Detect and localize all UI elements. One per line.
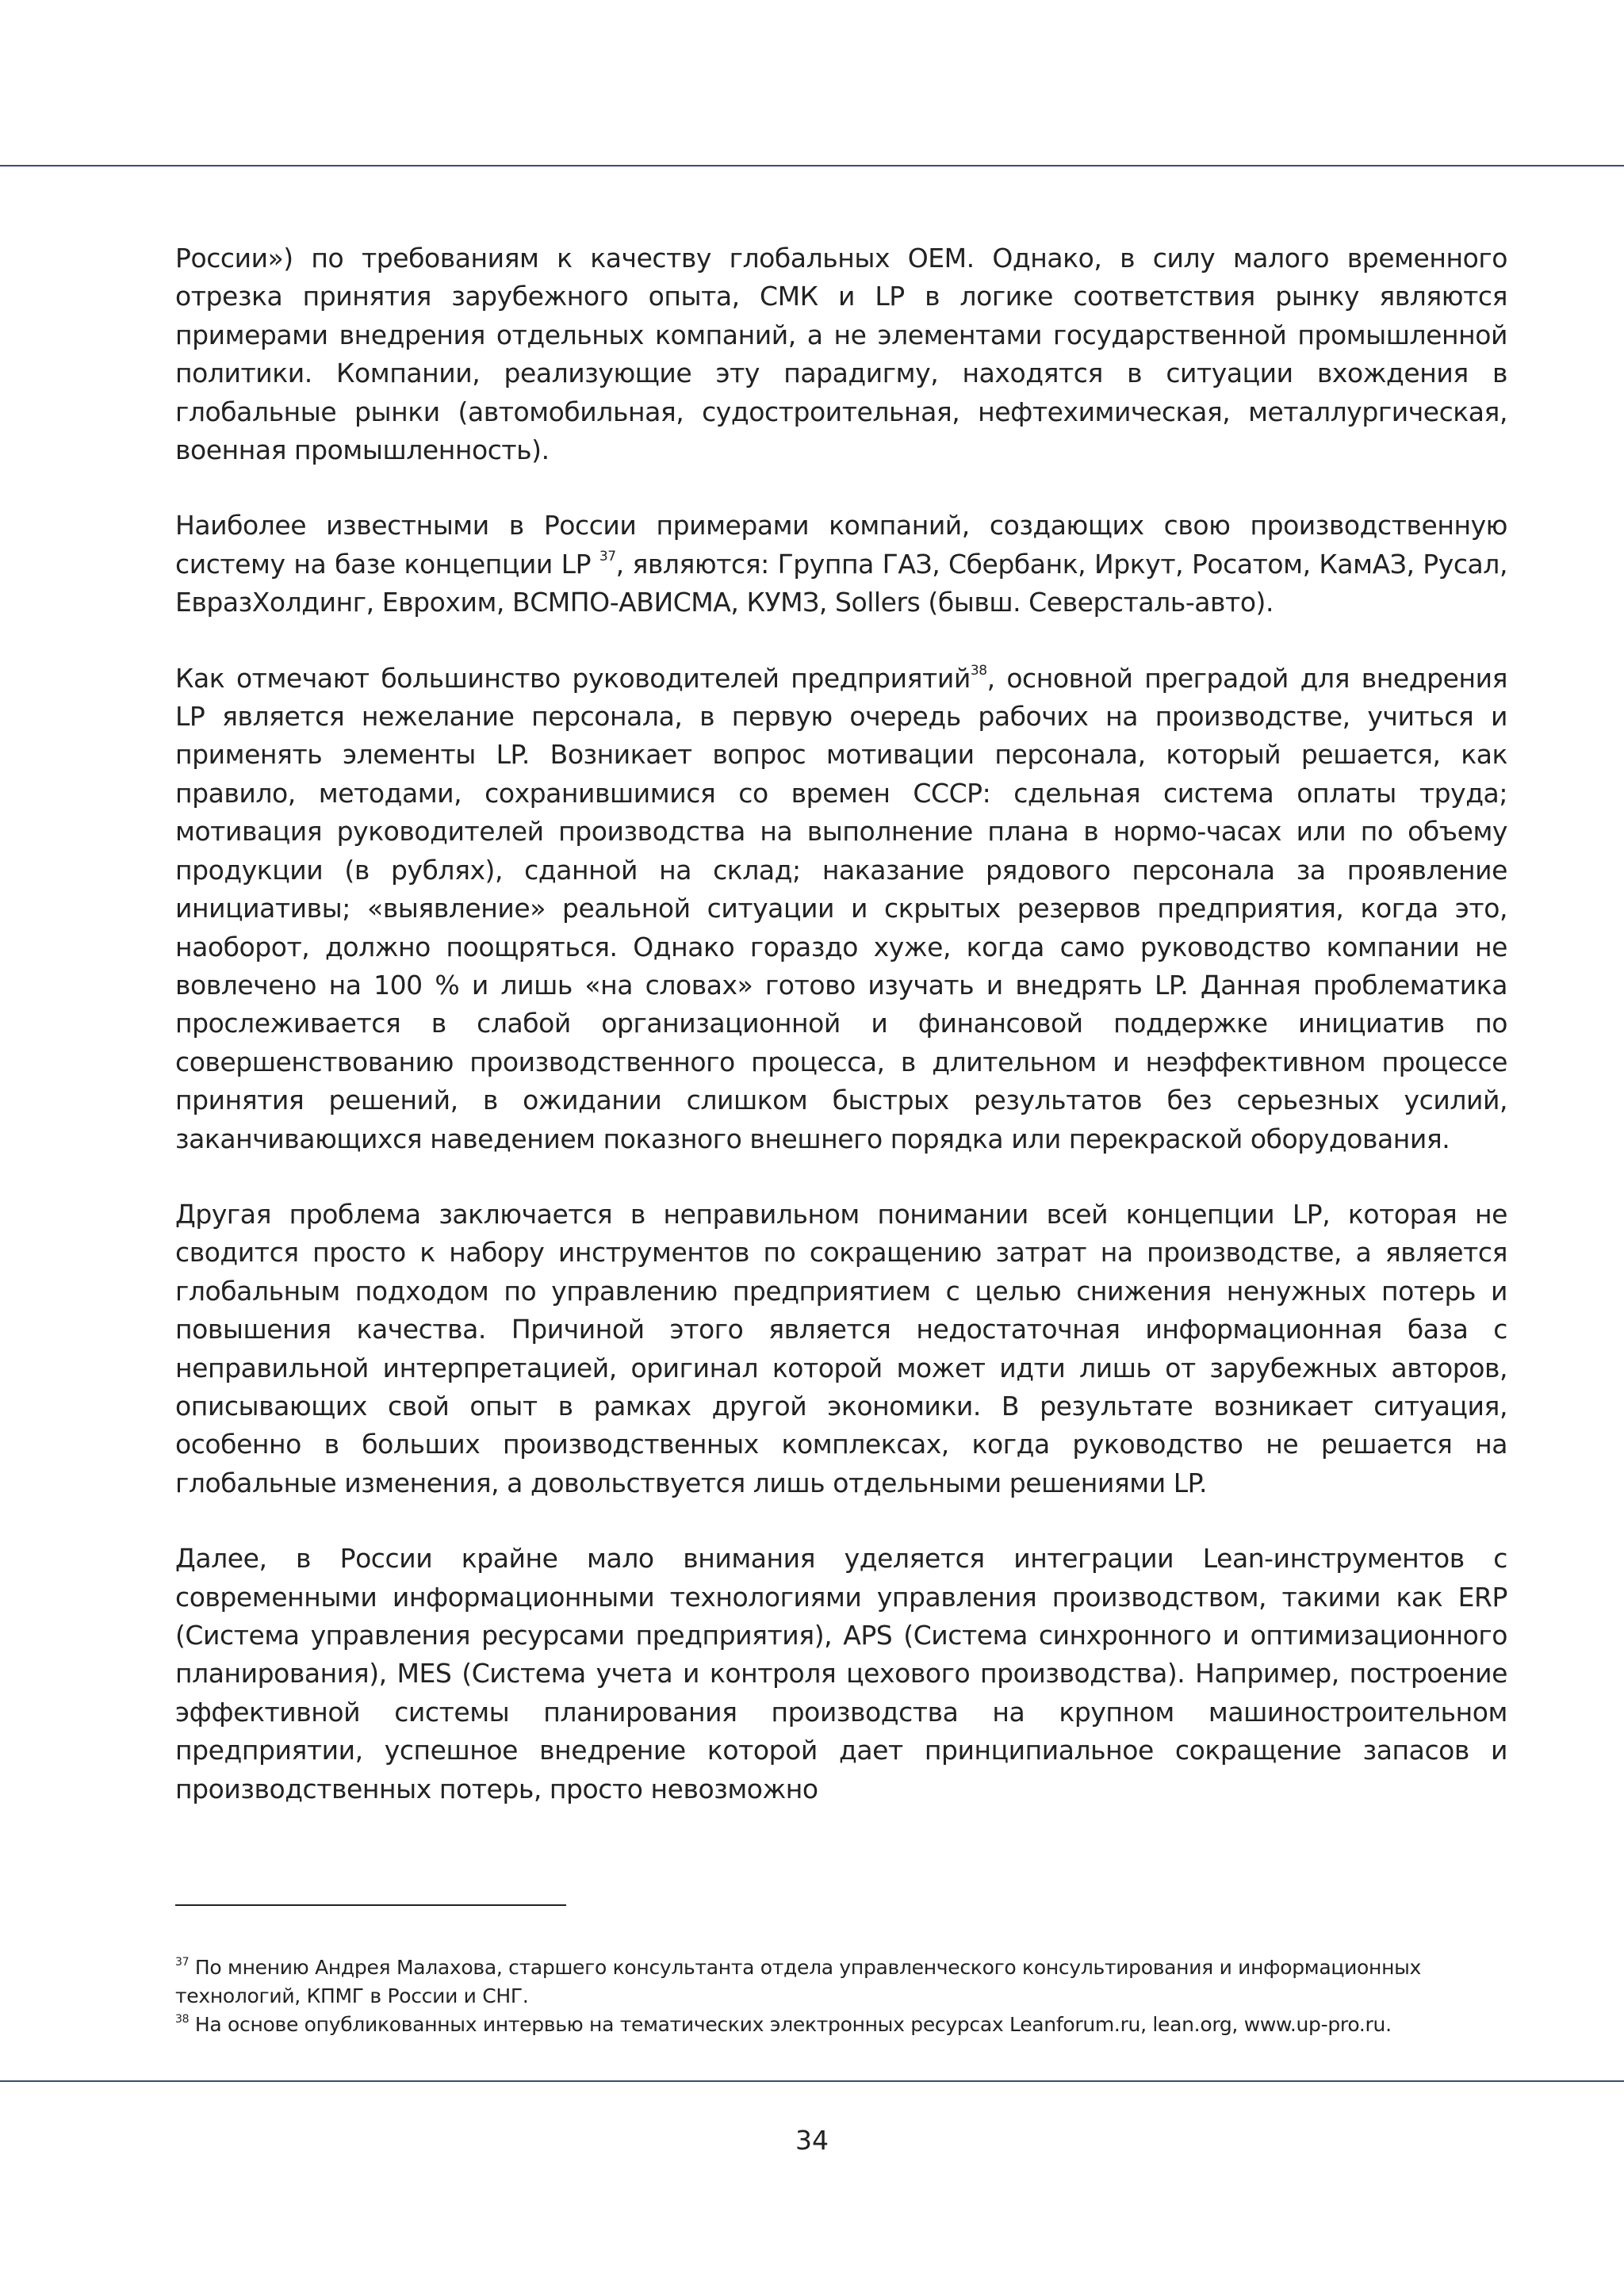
paragraph-2: Наиболее известными в России примерами компаний, создающих свою производственную систему на базе концепции LP $^{37}$, являются: Группа ГАЗ, Сбербанк, Иркут, Росатом, КамАЗ, Русал, ЕвразХолдинг, Еврохим, ВСМПО-АВИСМА, КУМЗ, Sollers (бывш. Северсталь-авто).: [175, 510, 1507, 618]
paragraph-3: Как отмечают большинство руководителей предприятий$^{38}$, основной преградой для внедрения LP является нежелание персонала, в первую очередь рабочих на производстве, учиться и применять элементы LP. Возникает вопрос мотивации персонала, который решается, как правило, методами, сохранившимися со времен СССР: сдельная система оплаты труда; мотивация руководителей производства на выполнение плана в нормо-часах или по объему продукции (в рублях), сданной на склад; наказание рядового персонала за проявление инициативы; «выявление» реальной ситуации и скрытых резервов предприятия, когда это, наоборот, должно поощряться. Однако гораздо хуже, когда само руководство компании не вовлечено на 100 % и лишь «на словах» готово изучать и внедрять LP. Данная проблематика прослеживается в слабой организационной и финансовой поддержке инициатив по совершенствованию производственного процесса, в длительном и неэффективном процессе принятия решений, в ожидании слишком быстрых результатов без серьезных усилий, заканчивающихся наведением показного внешнего порядка или перекраской оборудования.: [175, 662, 1507, 1154]
main-text: [175, 239, 1507, 1808]
footnote-37: [175, 1954, 1507, 2011]
page-number: 34: [795, 2125, 829, 2156]
footnote-38: [175, 2011, 1507, 2039]
header-rule: [0, 165, 1624, 166]
footnote-separator: [175, 1904, 566, 1906]
paragraph-4: Другая проблема заключается в неправильном понимании всей концепции LP, которая не сводится просто к набору инструментов по сокращению затрат на производстве, а является глобальным подходом по управлению предприятием с целью снижения ненужных потерь и повышения качества. Причиной этого является недостаточная информационная база с неправильной интерпретацией, оригинал которой может идти лишь от зарубежных авторов, описывающих свой опыт в рамках другой экономики. В результате возникает ситуация, особенно в больших производственных комплексах, когда руководство не решается на глобальные изменения, а довольствуется лишь отдельными решениями LP.: [175, 1198, 1507, 1498]
paragraph-5: Далее, в России крайне мало внимания уделяется интеграции Lean-инструментов с современными информационными технологиями управления производством, такими как ERP (Система управления ресурсами предприятия), APS (Система синхронного и оптимизационного планирования), MES (Система учета и контроля цехового производства). Например, построение эффективной системы планирования производства на крупном машиностроительном предприятии, успешное внедрение которой дает принципиальное сокращение запасов и производственных потерь, просто невозможно: [175, 1543, 1507, 1804]
footnote-number: 37: [175, 1956, 190, 1969]
footnote-number: 38: [175, 2013, 190, 2026]
footnote-ref-38[interactable]: 38: [970, 662, 987, 679]
footnote-ref-37[interactable]: 37: [599, 548, 616, 564]
footnote-text: По мнению Андрея Малахова, старшего консультанта отдела управленческого консультирования и информационных технологий, КПМГ в России и СНГ.: [175, 1956, 1422, 2007]
footnote-text: На основе опубликованных интервью на тематических электронных ресурсах Leanforum.ru, lean.org, www.up-pro.ru.: [189, 2013, 1392, 2036]
footnotes: [175, 1954, 1507, 2039]
footer-rule: [0, 2080, 1624, 2082]
paragraph-1: России») по требованиям к качеству глобальных OEM. Однако, в силу малого временного отрезка принятия зарубежного опыта, СМК и LP в логике соответствия рынку являются примерами внедрения отдельных компаний, а не элементами государственной промышленной политики. Компании, реализующие эту парадигму, находятся в ситуации вхождения в глобальные рынки (автомобильная, судостроительная, нефтехимическая, металлургическая, военная промышленность).: [175, 243, 1507, 466]
